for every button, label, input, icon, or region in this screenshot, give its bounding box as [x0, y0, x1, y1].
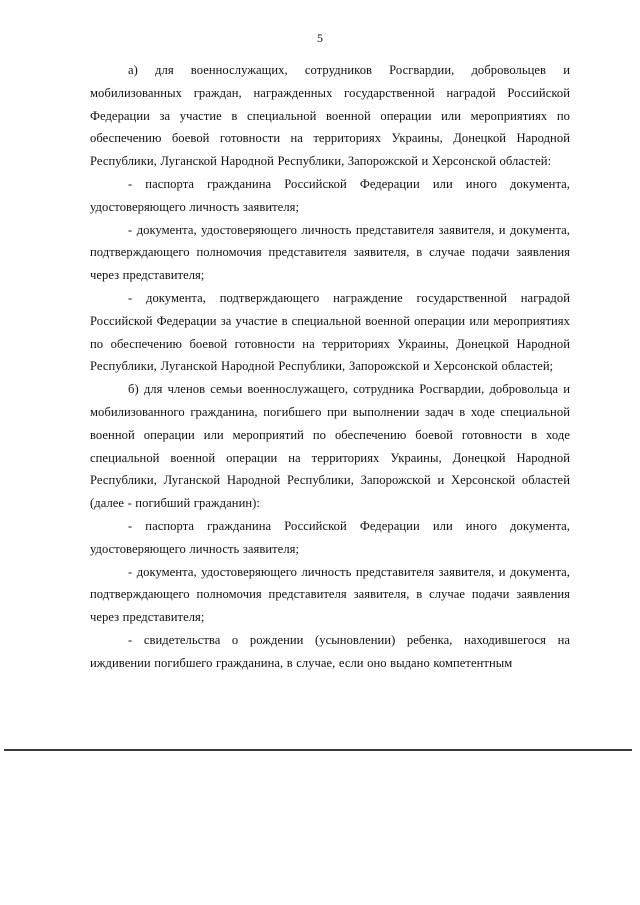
paragraph-b-intro: б) для членов семьи военнослужащего, сотрудника Росгвардии, добровольца и мобилизованного гражданина, погибшего при выполнении задач в ходе специальной военной операции или мероприятий по обеспечению боевой готовности в ходе специальной военной операции на территориях Украины, Донецкой Народной Республики, Луганской Народной Республики, Запорожской и Херсонской областей (далее - погибший гражданин): [90, 382, 570, 511]
paragraph-a-representative: - документа, удостоверяющего личность представителя заявителя, и документа, подтверждающего полномочия представителя заявителя, в случае подачи заявления через представителя; [90, 222, 570, 283]
paragraph-a-passport: - паспорта гражданина Российской Федерации или иного документа, удостоверяющего личность заявителя; [90, 176, 570, 214]
paragraph-b-representative: - документа, удостоверяющего личность представителя заявителя, и документа, подтверждающего полномочия представителя заявителя, в случае подачи заявления через представителя; [90, 564, 570, 625]
paragraph-b-birth-certificate: - свидетельства о рождении (усыновлении) ребенка, находившегося на иждивении погибшего гражданина, в случае, если оно выдано компетентным [90, 632, 570, 670]
paragraph-a-award-document: - документа, подтверждающего награждение государственной наградой Российской Федерации за участие в специальной военной операции или мероприятиях по обеспечению боевой готовности на территориях Украины, Донецкой Народной Республики, Луганской Народной Республики, Запорожской и Херсонской областей; [90, 290, 570, 374]
paragraph-b-passport: - паспорта гражданина Российской Федерации или иного документа, удостоверяющего личность заявителя; [90, 518, 570, 556]
page-number: 5 [317, 31, 323, 45]
paragraph-a-intro: а) для военнослужащих, сотрудников Росгвардии, добровольцев и мобилизованных граждан, награжденных государственной наградой Российской Федерации за участие в специальной военной операции или мероприятиях по обеспечению боевой готовности на территориях Украины, Донецкой Народной Республики, Луганской Народной Республики, Запорожской и Херсонской областей: [90, 63, 570, 169]
document-body [90, 59, 570, 675]
bottom-divider-line [4, 749, 632, 751]
